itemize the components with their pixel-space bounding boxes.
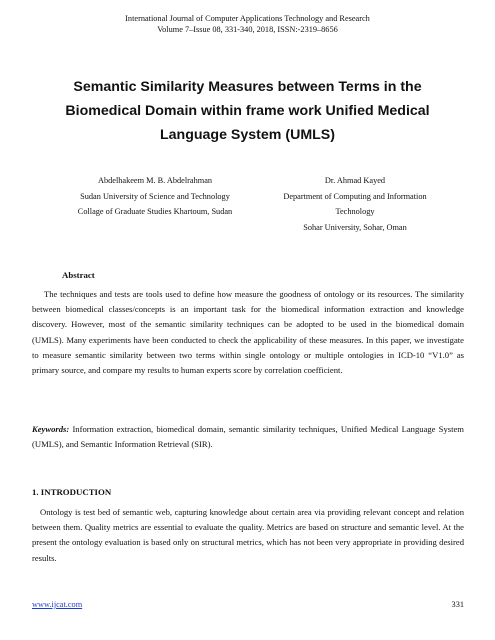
introduction-body [32, 505, 464, 566]
title-line: Biomedical Domain within frame work Unified Medical [65, 103, 430, 119]
abstract-heading: Abstract [62, 270, 95, 280]
author-block-2 [255, 173, 455, 235]
abstract-body [32, 287, 464, 378]
author-name: Dr. Ahmad Kayed [324, 176, 386, 185]
introduction-heading: 1. INTRODUCTION [32, 487, 112, 497]
abstract-text: The techniques and tests are tools used to define how measure the goodness of ontology or its resources. The similarity between biomedical classes/concepts is an important task for the biomedical information extraction and knowledge discovery. However, most of the semantic similarity techniques can be adopted to be used in the biomedical domain (UMLS). Many experiments have been conducted to check the applicability of these measures. In this paper, we investigate to measure semantic similarity between two terms within single ontology or multiple ontologies in ICD-10 “V1.0” as primary source, and compare my results to human experts score by correlation coefficient. [32, 289, 464, 376]
author-name: Abdelhakeem M. B. Abdelrahman [97, 176, 213, 185]
author-block-1 [55, 173, 255, 220]
journal-name: International Journal of Computer Applications Technology and Research [125, 14, 370, 23]
author-affiliation: Department of Computing and Information [283, 191, 427, 201]
paper-title [40, 75, 455, 147]
keywords-text: Information extraction, biomedical domain, semantic similarity techniques, Unified Medical Language System (UMLS), and Semantic Information Retrieval (SIR). [32, 424, 464, 450]
page-number: 331 [451, 600, 464, 609]
keywords [32, 422, 464, 452]
author-affiliation: Sudan University of Science and Technology [80, 191, 230, 201]
journal-website-link[interactable]: www.ijcat.com [32, 600, 83, 609]
author-affiliation: Technology [335, 207, 375, 217]
author-affiliation: Sohar University, Sohar, Oman [303, 222, 407, 232]
introduction-text: Ontology is test bed of semantic web, capturing knowledge about certain area via providing relevant concept and relation between them. Quality metrics are essential to evaluate the quality. Metrics are based on structure and semantic level. At the present the ontology evaluation is based only on structural metrics, which has not been very appropriate in providing desired results. [32, 507, 464, 563]
keywords-label: Keywords: [32, 424, 70, 434]
journal-header [0, 14, 495, 35]
issue-info: Volume 7–Issue 08, 331-340, 2018, ISSN:-2319–8656 [157, 24, 338, 34]
title-line: Semantic Similarity Measures between Terms in the [73, 79, 422, 95]
author-affiliation: Collage of Graduate Studies Khartoum, Sudan [77, 207, 233, 217]
title-line: Language System (UMLS) [159, 127, 335, 143]
